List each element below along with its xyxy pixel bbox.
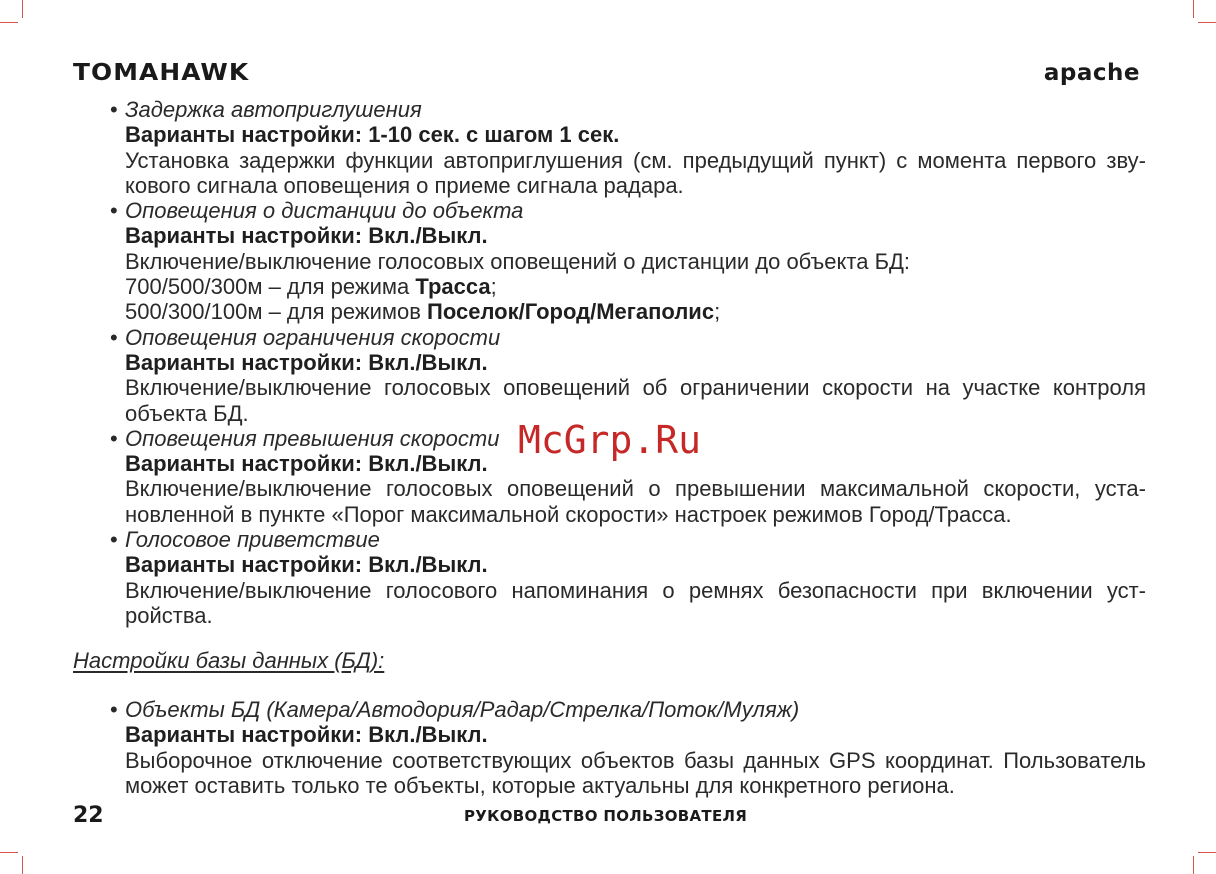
item-options: Варианты настройки: Вкл./Выкл. (125, 223, 488, 249)
item-description-line-highway: 700/500/300м – для режима Трасса; (125, 274, 497, 300)
crop-mark-bottom-left (22, 856, 23, 874)
crop-mark-bottom-right (1193, 856, 1194, 874)
list-item-speed-limit-alerts (110, 325, 1146, 426)
bullet-icon: • (110, 527, 118, 553)
item-title: Голосовое приветствие (125, 527, 380, 553)
item-title: Оповещения о дистанции до объекта (125, 198, 524, 224)
list-item-distance-alerts (110, 198, 1146, 324)
bullet-icon: • (110, 697, 118, 722)
item-description-line-city: 500/300/100м – для режимов Поселок/Город/Мегаполис; (125, 299, 721, 325)
item-options: Варианты настройки: Вкл./Выкл. (125, 349, 488, 375)
settings-list (110, 97, 1146, 628)
crop-mark-top-right (1193, 0, 1194, 18)
database-settings-list (110, 697, 1146, 798)
bullet-icon: • (110, 97, 118, 122)
watermark: McGrp.Ru (518, 418, 702, 462)
list-item-db-objects (110, 697, 1146, 798)
section-heading: Настройки базы данных (БД): (73, 648, 385, 673)
item-description: Включение/выключение голосового напоминания о ремнях безопасности при включении уст-ройства. (125, 577, 1146, 628)
item-title: Оповещения превышения скорости (125, 425, 500, 451)
item-options: Варианты настройки: Вкл./Выкл. (125, 722, 488, 748)
bullet-icon: • (110, 425, 118, 451)
bullet-icon: • (110, 324, 118, 350)
list-item-voice-greeting (110, 527, 1146, 628)
item-description: Выборочное отключение соответствующих объектов базы данных GPS координат. Пользователь может оставить только те объекты, которые актуальны для конкретного региона. (125, 747, 1146, 798)
item-options: Варианты настройки: Вкл./Выкл. (125, 451, 488, 477)
item-description: Включение/выключение голосовых оповещений о превышении максимальной скорости, уста-новленной в пункте «Порог максимальной скорости» настроек режимов Город/Трасса. (125, 476, 1146, 527)
item-title: Оповещения ограничения скорости (125, 324, 501, 350)
bullet-icon: • (110, 198, 118, 224)
item-title: Объекты БД (Камера/Автодория/Радар/Стрелка/Поток/Муляж) (125, 697, 800, 722)
crop-mark-top-right-h (1198, 22, 1216, 23)
item-options: Варианты настройки: 1-10 сек. с шагом 1 сек. (125, 122, 620, 148)
item-description: Включение/выключение голосовых оповещений о дистанции до объекта БД: (125, 248, 911, 274)
page-number: 22 (73, 803, 104, 828)
crop-mark-bottom-right-h (1198, 852, 1216, 853)
item-options: Варианты настройки: Вкл./Выкл. (125, 552, 488, 578)
brand-logo-apache: apache (1043, 60, 1140, 86)
list-item-autodim-delay (110, 97, 1146, 198)
crop-mark-top-left (22, 0, 23, 18)
item-description: Установка задержки функции автоприглушения (см. предыдущий пункт) с момента первого зву-кового сигнала оповещения о приеме сигнала радара. (125, 147, 1146, 198)
footer-title: РУКОВОДСТВО ПОЛЬЗОВАТЕЛЯ (464, 807, 748, 825)
brand-logo-tomahawk: TOMAHAWK (73, 60, 250, 86)
item-title: Задержка автоприглушения (125, 97, 422, 122)
crop-mark-top-left-h (0, 22, 18, 23)
item-description: Включение/выключение голосовых оповещений об ограничении скорости на участке контроля объекта БД. (125, 375, 1146, 426)
crop-mark-bottom-left-h (0, 852, 18, 853)
